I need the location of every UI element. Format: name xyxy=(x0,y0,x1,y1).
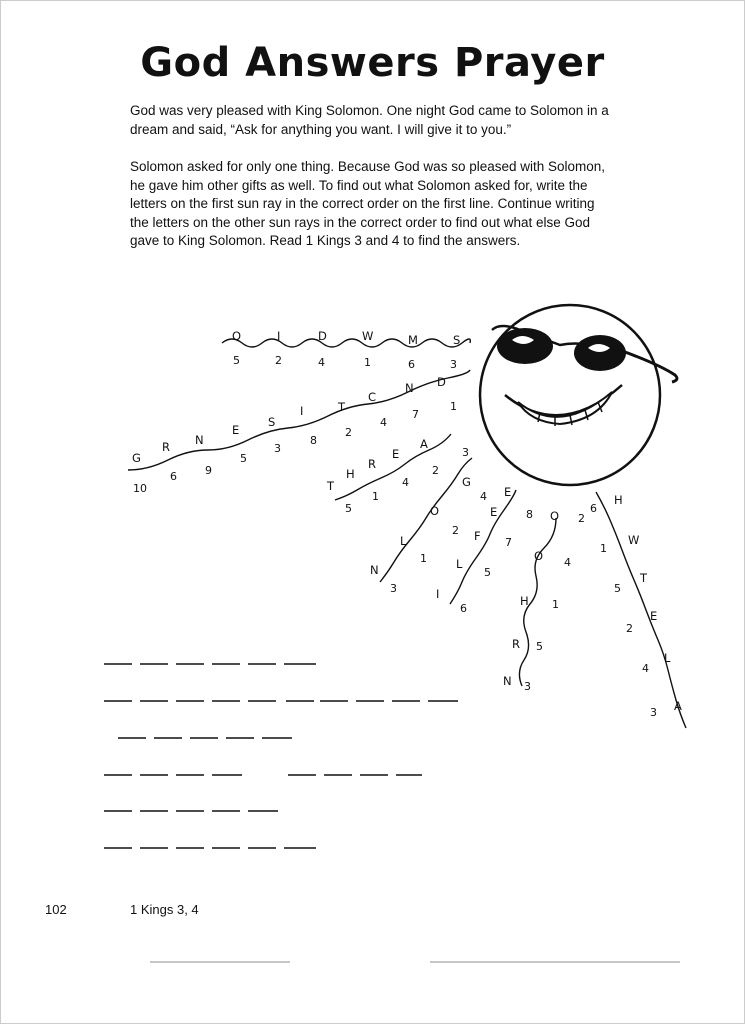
ray7-letter: E xyxy=(650,609,658,623)
ray1-number: 3 xyxy=(450,358,457,371)
ray4-number: 1 xyxy=(420,552,427,565)
ray3-letter: A xyxy=(420,437,428,451)
ray2-letter: C xyxy=(368,390,377,404)
ray5-number: 5 xyxy=(484,566,491,579)
ray6-number: 3 xyxy=(524,680,531,693)
sun-ray-3 xyxy=(326,434,469,515)
ray4-letter: O xyxy=(430,504,440,518)
ray1-number: 4 xyxy=(318,356,325,369)
ray2-number: 3 xyxy=(274,442,281,455)
ray2-number: 1 xyxy=(450,400,457,413)
page-title: God Answers Prayer xyxy=(140,40,605,86)
ray2-number: 5 xyxy=(240,452,247,465)
ray5-number: 8 xyxy=(526,508,533,521)
instructions-paragraph: Solomon asked for only one thing. Because God was so pleased with Solomon, he gave him other gifts as well. To find out what Solomon asked for, write the letters on the first sun ray in the correct order on the first line. Continue writing the letters on the other sun rays in the correct order to find out what else God gave to King Solomon. Read 1 Kings 3 and 4 to find the answers. xyxy=(130,159,606,248)
ray4-number: 2 xyxy=(452,524,459,537)
sun-ray-2 xyxy=(128,370,470,495)
ray4-letter: N xyxy=(370,563,379,577)
ray5-letter: E xyxy=(504,485,512,499)
sun-ray-6 xyxy=(503,509,585,693)
ray1-letter: S xyxy=(453,333,461,347)
ray7-number: 2 xyxy=(626,622,633,635)
ray2-letter: E xyxy=(232,423,240,437)
ray2-letter: I xyxy=(300,404,304,418)
ray7-number: 3 xyxy=(650,706,657,719)
ray2-letter: R xyxy=(162,440,170,454)
ray2-number: 2 xyxy=(345,426,352,439)
sun-ray-4 xyxy=(370,458,487,595)
ray7-number: 6 xyxy=(590,502,597,515)
ray5-letter: E xyxy=(490,505,498,519)
ray2-letter: D xyxy=(437,375,446,389)
ray2-letter: S xyxy=(268,415,276,429)
ray6-number: 2 xyxy=(578,512,585,525)
ray1-letter: D xyxy=(318,329,327,343)
ray1-letter: W xyxy=(362,329,374,343)
ray1-letter: M xyxy=(408,333,418,347)
ray3-number: 1 xyxy=(372,490,379,503)
ray5-number: 6 xyxy=(460,602,467,615)
ray7-number: 5 xyxy=(614,582,621,595)
ray1-letter: I xyxy=(277,329,281,343)
ray4-number: 3 xyxy=(390,582,397,595)
ray7-letter: W xyxy=(628,533,640,547)
ray3-letter: R xyxy=(368,457,376,471)
ray2-letter: T xyxy=(338,400,346,414)
ray6-letter: N xyxy=(503,674,512,688)
page-number: 102 xyxy=(45,902,67,917)
ray7-letter: A xyxy=(674,699,682,713)
ray2-letter: G xyxy=(132,451,141,465)
ray7-letter: T xyxy=(640,571,648,585)
ray3-letter: H xyxy=(346,467,355,481)
ray2-number: 7 xyxy=(412,408,419,421)
ray3-letter: E xyxy=(392,447,400,461)
ray6-number: 1 xyxy=(552,598,559,611)
ray1-letter: O xyxy=(232,329,242,343)
ray7-letter: L xyxy=(664,651,671,665)
sun-face-icon xyxy=(480,305,677,485)
ray1-number: 1 xyxy=(364,356,371,369)
ray2-letter: N xyxy=(195,433,204,447)
ray3-letter: T xyxy=(327,479,335,493)
ray7-number: 1 xyxy=(600,542,607,555)
ray2-number: 8 xyxy=(310,434,317,447)
sun-ray-5 xyxy=(436,485,533,615)
ray2-number: 4 xyxy=(380,416,387,429)
ray6-letter: O xyxy=(534,549,544,563)
ray4-letter: L xyxy=(400,534,407,548)
ray5-letter: L xyxy=(456,557,463,571)
ray3-number: 2 xyxy=(432,464,439,477)
ray2-number: 6 xyxy=(170,470,177,483)
ray4-number: 4 xyxy=(480,490,487,503)
ray5-letter: F xyxy=(474,529,481,543)
ray7-number: 4 xyxy=(642,662,649,675)
ray3-number: 4 xyxy=(402,476,409,489)
ray4-letter: G xyxy=(462,475,471,489)
ray6-letter: R xyxy=(512,637,520,651)
ray5-letter: I xyxy=(436,587,440,601)
ray7-letter: H xyxy=(614,493,623,507)
ray2-letter: N xyxy=(405,381,414,395)
ray3-number: 3 xyxy=(462,446,469,459)
ray6-number: 5 xyxy=(536,640,543,653)
ray6-letter: H xyxy=(520,594,529,608)
ray3-number: 5 xyxy=(345,502,352,515)
scripture-reference: 1 Kings 3, 4 xyxy=(130,902,199,917)
ray2-number: 9 xyxy=(205,464,212,477)
sun-ray-7 xyxy=(590,492,686,728)
answer-lines[interactable] xyxy=(104,664,458,848)
ray1-number: 2 xyxy=(275,354,282,367)
ray2-number: 10 xyxy=(133,482,147,495)
ray6-number: 4 xyxy=(564,556,571,569)
sun-ray-1 xyxy=(222,329,470,371)
intro-paragraph: God was very pleased with King Solomon. One night God came to Solomon in a dream and said, “Ask for anything you want. I will give it to you.” xyxy=(130,103,609,137)
ray6-letter: O xyxy=(550,509,560,523)
ray1-number: 6 xyxy=(408,358,415,371)
ray5-number: 7 xyxy=(505,536,512,549)
ray1-number: 5 xyxy=(233,354,240,367)
